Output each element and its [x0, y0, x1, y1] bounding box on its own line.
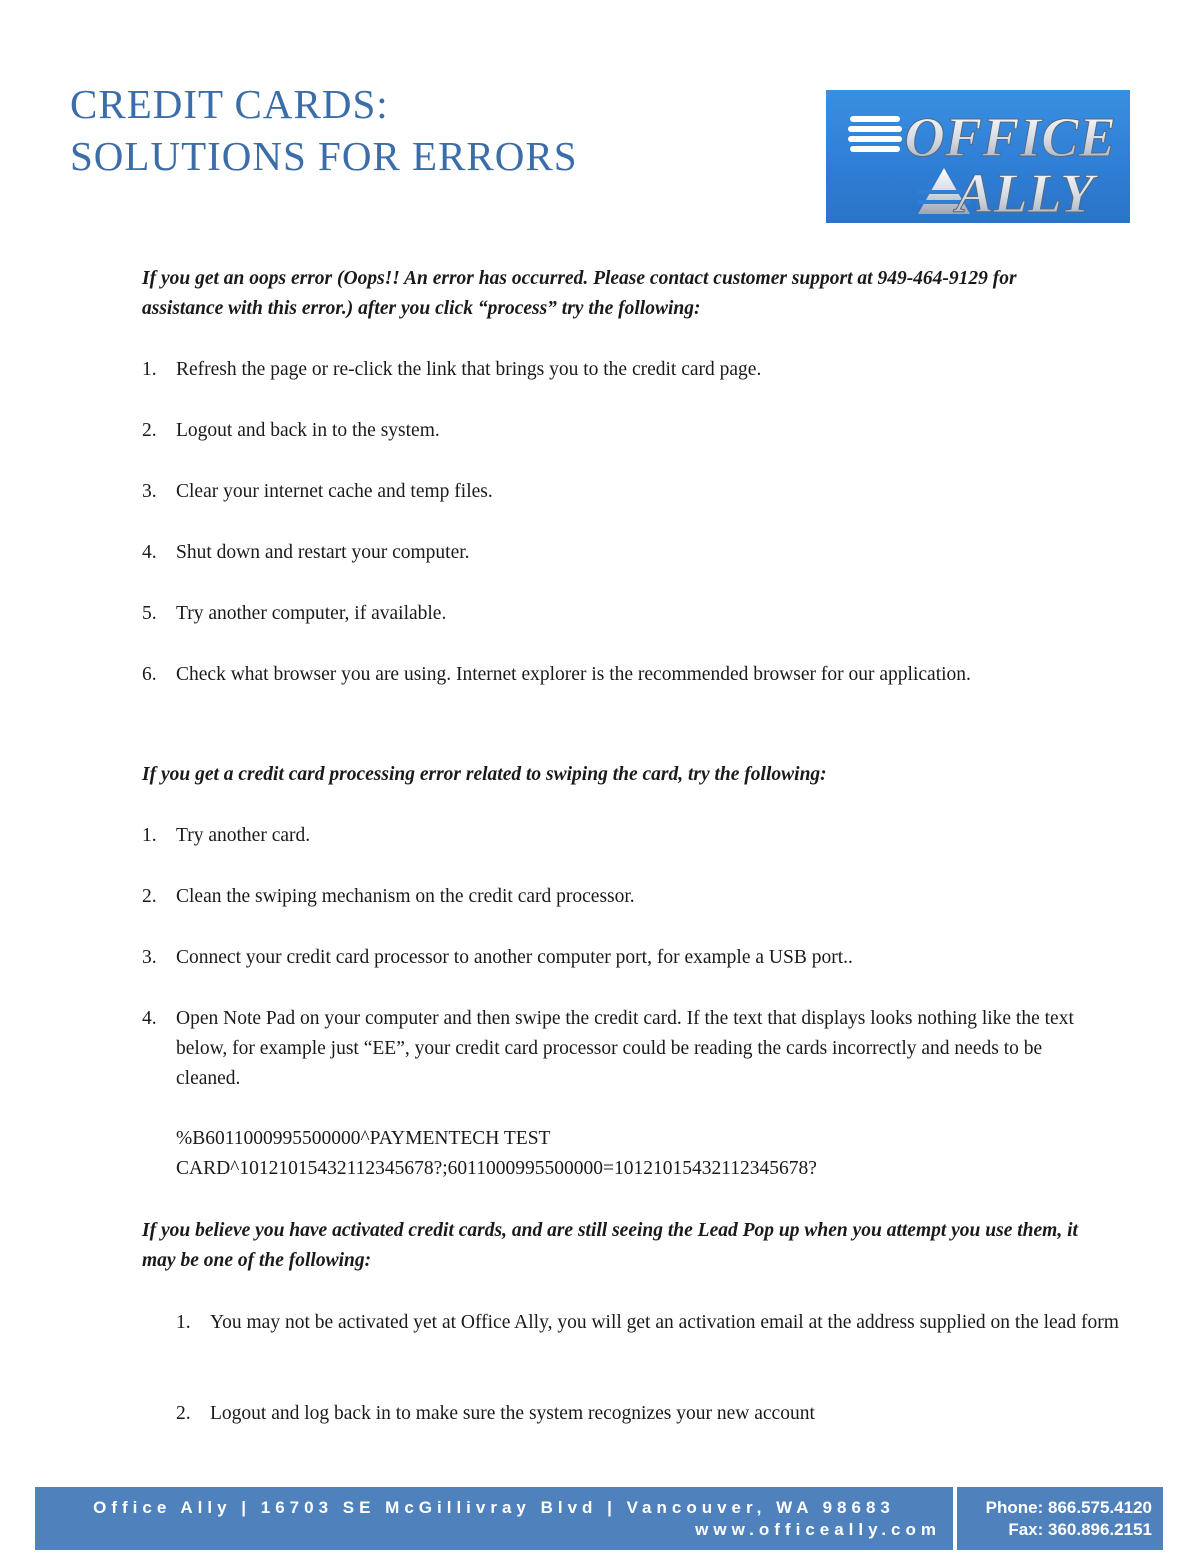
- list-item: [142, 477, 1132, 538]
- logo-globe-icon: [848, 116, 902, 152]
- sample-swipe-text: %B6011000995500000^PAYMENTECH TEST CARD^10121015432112345678?;6011000995500000=10121015432112345678?: [176, 1128, 817, 1179]
- list-item: [142, 416, 1132, 477]
- list-item: [142, 538, 1132, 599]
- list-item: [142, 1004, 1102, 1184]
- item-text: Clear your internet cache and temp files.: [176, 481, 493, 502]
- item-text: Clean the swiping mechanism on the credit card processor.: [176, 886, 635, 907]
- title-line-1: CREDIT CARDS:: [70, 81, 389, 127]
- logo-text-ally: ALLY: [956, 163, 1094, 223]
- item-text: Shut down and restart your computer.: [176, 542, 470, 563]
- title-line-2: SOLUTIONS FOR ERRORS: [70, 133, 578, 179]
- item-number: 3.: [142, 947, 157, 968]
- item-number: 6.: [142, 664, 157, 685]
- logo-graphic: [826, 90, 1130, 223]
- item-text: Try another card.: [176, 825, 311, 846]
- item-number: 1.: [142, 359, 157, 380]
- footer-fax: Fax: 360.896.2151: [1008, 1520, 1152, 1539]
- item-text: Logout and back in to the system.: [176, 420, 440, 441]
- item-number: 1.: [176, 1312, 191, 1333]
- page-title: [70, 78, 578, 182]
- oops-error-steps: [142, 355, 1132, 721]
- item-number: 3.: [142, 481, 157, 502]
- logo-text-office: OFFICE: [904, 107, 1116, 169]
- office-ally-logo: [826, 90, 1130, 223]
- section-1-heading: If you get an oops error (Oops!! An error has occurred. Please contact customer support at 949-464-9129 for assistance with this error.) after you click “process” try the following:: [142, 268, 1017, 319]
- swipe-error-steps: [142, 821, 1102, 1184]
- footer-phone: Phone: 866.575.4120: [985, 1498, 1152, 1517]
- list-item: [142, 882, 1102, 943]
- item-text: Check what browser you are using. Internet explorer is the recommended browser for our application.: [176, 664, 971, 685]
- lead-popup-causes: [176, 1308, 1126, 1429]
- list-item: [142, 660, 1132, 721]
- item-number: 2.: [176, 1403, 191, 1424]
- list-item: [176, 1308, 1126, 1399]
- footer-address: Office Ally | 16703 SE McGillivray Blvd | Vancouver, WA 98683: [93, 1498, 895, 1517]
- item-number: 2.: [142, 420, 157, 441]
- item-number: 1.: [142, 825, 157, 846]
- item-text: You may not be activated yet at Office Ally, you will get an activation email at the address supplied on the lead form: [210, 1312, 1119, 1333]
- list-item: [142, 821, 1102, 882]
- item-text: Logout and log back in to make sure the system recognizes your new account: [210, 1403, 815, 1424]
- footer-address-block: [35, 1497, 953, 1541]
- list-item: [142, 943, 1102, 1004]
- list-item: [142, 355, 1132, 416]
- item-number: 2.: [142, 886, 157, 907]
- footer-contact-block: [957, 1497, 1152, 1541]
- item-text: Refresh the page or re-click the link that brings you to the credit card page.: [176, 359, 762, 380]
- section-2-heading: If you get a credit card processing error related to swiping the card, try the following:: [142, 764, 827, 785]
- list-item: [142, 599, 1132, 660]
- item-text: Open Note Pad on your computer and then swipe the credit card. If the text that displays looks nothing like the text below, for example just “EE”, your credit card processor could be reading the cards incorrectly and needs to be cleaned.: [176, 1008, 1074, 1089]
- footer-website: www.officeally.com: [695, 1520, 941, 1539]
- list-item: [176, 1399, 1126, 1429]
- item-number: 4.: [142, 542, 157, 563]
- item-number: 5.: [142, 603, 157, 624]
- section-3-heading: If you believe you have activated credit cards, and are still seeing the Lead Pop up when you attempt you use them, it may be one of the following:: [142, 1220, 1078, 1271]
- item-text: Connect your credit card processor to another computer port, for example a USB port..: [176, 947, 853, 968]
- footer-bar: [35, 1487, 1163, 1550]
- item-number: 4.: [142, 1008, 157, 1029]
- item-text: Try another computer, if available.: [176, 603, 447, 624]
